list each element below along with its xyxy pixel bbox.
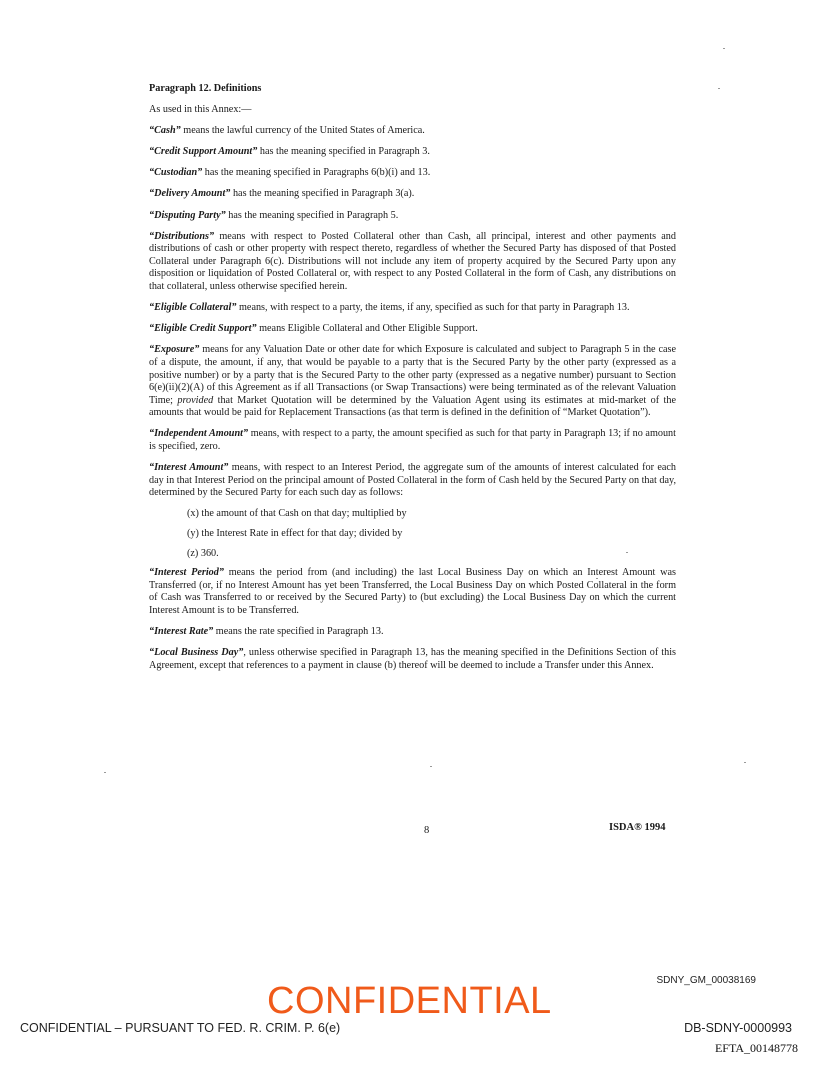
defined-term: “Eligible Credit Support” xyxy=(149,323,257,335)
definition-text-continued: that Market Quotation will be determined by the Valuation Agent using its estimates at mid-market of the amounts that would be paid for Replacement Transactions (as that term is defined in the definition of “Market Quotation”). xyxy=(149,394,676,419)
db-bates-number: DB-SDNY-0000993 xyxy=(684,1021,792,1035)
defined-term: “Distributions” xyxy=(149,230,215,242)
definition-exposure xyxy=(149,344,676,420)
scan-speck xyxy=(596,578,598,579)
definition-disputing-party xyxy=(149,210,676,223)
definition-distributions xyxy=(149,231,676,294)
definition-text: means, with respect to a party, the amount specified as such for that party in Paragraph 13; if no amount is specified, zero. xyxy=(149,428,676,452)
definition-credit-support-amount xyxy=(149,146,676,159)
definition-custodian xyxy=(149,167,676,180)
definition-text: has the meaning specified in Paragraphs 6(b)(i) and 13. xyxy=(202,167,431,179)
sub-item-x: (x) the amount of that Cash on that day; multiplied by xyxy=(187,508,407,520)
defined-term: “Independent Amount” xyxy=(149,428,249,440)
scan-speck xyxy=(626,552,628,553)
definition-cash xyxy=(149,125,676,138)
definition-text: means for any Valuation Date or other date for which Exposure is calculated and subject to Paragraph 5 in the case of a dispute, the amount, if any, that would be payable to a party that is the Secured Party by the other party (expressed as a positive number) or by a party that is the Secured Party to the other party (expressed as a negative number) pursuant to Section 6(e)(ii)(2)(A) of this Agreement as if all Transactions (or Swap Transactions) were being terminated as of the relevant Valuation Time; xyxy=(149,344,676,406)
defined-term: “Disputing Party” xyxy=(149,209,226,221)
document-body xyxy=(149,83,676,681)
defined-term: “Credit Support Amount” xyxy=(149,146,258,158)
definition-eligible-credit-support xyxy=(149,323,676,336)
definition-interest-rate xyxy=(149,626,676,639)
defined-term: “Interest Amount” xyxy=(149,462,229,474)
scan-speck xyxy=(744,762,746,763)
defined-term: “Interest Period” xyxy=(149,567,224,579)
scan-speck xyxy=(104,772,106,773)
section-heading: Paragraph 12. Definitions xyxy=(149,83,262,94)
defined-term: “Delivery Amount” xyxy=(149,188,231,200)
definition-delivery-amount xyxy=(149,188,676,201)
isda-mark: ISDA® 1994 xyxy=(609,822,666,833)
definition-text: has the meaning specified in Paragraph 3. xyxy=(257,146,430,158)
defined-term: “Custodian” xyxy=(149,167,203,179)
definition-text: means the lawful currency of the United States of America. xyxy=(180,125,425,137)
definition-text: means the rate specified in Paragraph 13. xyxy=(213,626,384,637)
efta-bates-number: EFTA_00148778 xyxy=(714,1041,798,1055)
definition-text: has the meaning specified in Paragraph 3(a). xyxy=(230,188,415,200)
defined-term: “Interest Rate” xyxy=(149,626,214,637)
confidential-stamp: CONFIDENTIAL xyxy=(267,980,552,1022)
page-number: 8 xyxy=(424,825,430,836)
definition-interest-amount xyxy=(149,462,676,500)
scan-speck xyxy=(723,48,725,49)
definition-text: means, with respect to a party, the items, if any, specified as such for that party in Paragraph 13. xyxy=(236,302,630,314)
definition-text: means, with respect to an Interest Period, the aggregate sum of the amounts of interest calculated for each day in that Interest Period on the principal amount of Posted Collateral in the form of Cash held by the Secured Party on that day, determined by the Secured Party for each such day as follows: xyxy=(149,462,676,499)
definition-independent-amount xyxy=(149,428,676,453)
confidential-notice: CONFIDENTIAL – PURSUANT TO FED. R. CRIM. P. 6(e) xyxy=(20,1021,341,1035)
scan-speck xyxy=(718,88,720,89)
definition-text: means the period from (and including) the last Local Business Day on which an Interest Amount was Transferred (or, if no Interest Amount has yet been Transferred, the Local Business Day on which Posted Collateral in the form of Cash was Transferred to or received by the Secured Party) to (but excluding) the Local Business Day on which the current Interest Amount is to be Transferred. xyxy=(149,567,676,616)
defined-term: “Exposure” xyxy=(149,344,200,356)
defined-term: “Eligible Collateral” xyxy=(149,302,237,314)
definition-text: means Eligible Collateral and Other Eligible Support. xyxy=(256,323,478,335)
sub-item-y: (y) the Interest Rate in effect for that day; divided by xyxy=(187,527,403,539)
definition-interest-period xyxy=(149,567,676,617)
intro-text: As used in this Annex:— xyxy=(149,104,252,116)
definition-text: , unless otherwise specified in Paragraph 13, has the meaning specified in the Definitions Section of this Agreement, except that references to a payment in clause (b) thereof will be deemed to include a Transfer under this Annex. xyxy=(149,647,676,671)
sub-item-z: (z) 360. xyxy=(187,547,219,559)
definition-text: means with respect to Posted Collateral other than Cash, all principal, interest and other payments and distributions of cash or other property with respect thereto, regardless of whether the Secured Party has disposed of that Posted Collateral under Paragraph 6(c). Distributions will not include any item of property acquired by the Secured Party upon any disposition or liquidation of Posted Collateral or, with respect to any Posted Collateral in the form of Cash, any distributions on that collateral, unless otherwise specified herein. xyxy=(149,230,676,293)
definition-local-business-day xyxy=(149,647,676,672)
definition-italic-word: provided xyxy=(177,394,214,406)
defined-term: “Local Business Day” xyxy=(149,647,244,659)
scan-speck xyxy=(430,766,432,767)
sdny-bates-number: SDNY_GM_00038169 xyxy=(656,975,756,986)
defined-term: “Cash” xyxy=(149,125,181,137)
definition-eligible-collateral xyxy=(149,302,676,315)
definition-text: has the meaning specified in Paragraph 5. xyxy=(225,209,399,221)
